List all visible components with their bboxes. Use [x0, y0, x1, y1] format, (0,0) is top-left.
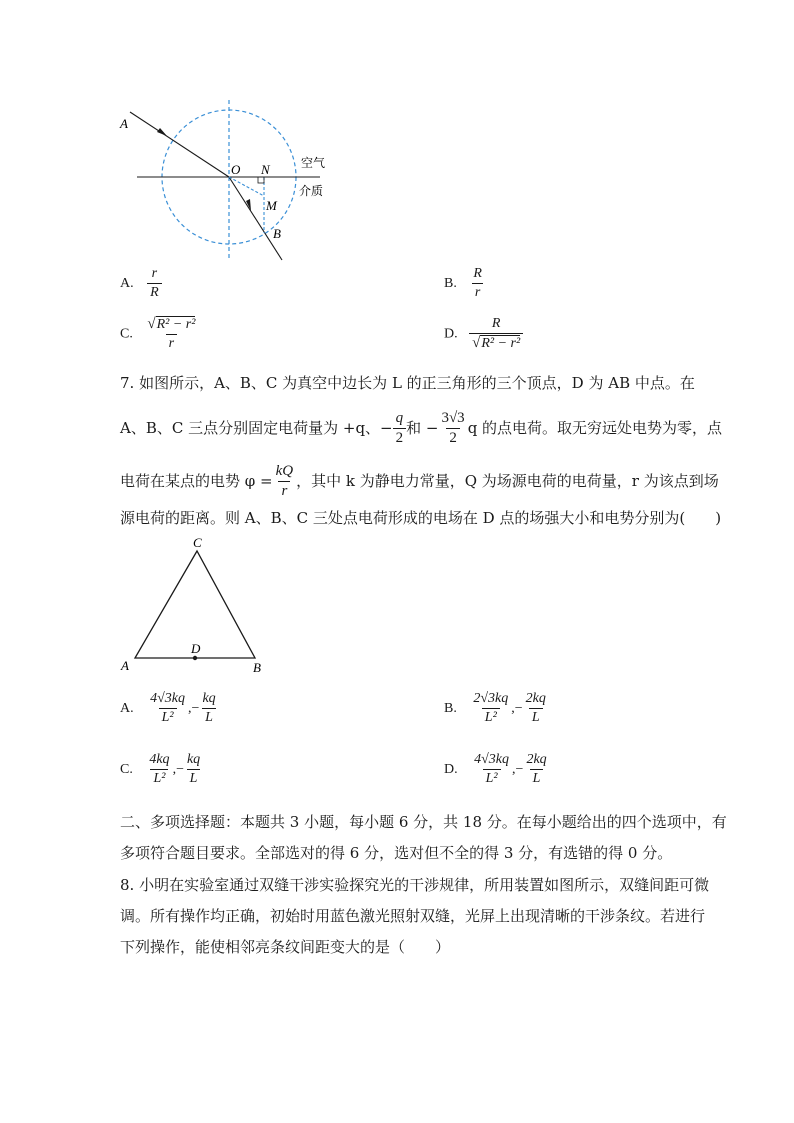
q6-option-d[interactable]: D. $\frac{R}{\text{√R² − r²}}$: [444, 316, 523, 352]
q7-line-2: A、B、C 三点分别固定电荷量为 +q、− $\frac{q}{2}$ 和 − $\frac{3√3}{2}$ q 的点电荷。取无穷远处电势为零，点: [120, 410, 723, 447]
label-C: C: [193, 535, 202, 550]
q8-line-2: 调。所有操作均正确，初始时用蓝色激光照射双缝，光屏上出现清晰的干涉条纹。若进行: [120, 907, 706, 925]
q8-line-3: 下列操作，能使相邻亮条纹间距变大的是（ ）: [120, 938, 451, 956]
point-D: [193, 656, 197, 660]
q7-option-a[interactable]: A. $\frac{4√3kq}{\text{L²}}$ ,− $\frac{kq}{L}$: [120, 691, 216, 726]
label-D: D: [191, 641, 201, 656]
incident-arrow: [157, 128, 167, 136]
label-A: A: [121, 658, 129, 673]
q6-option-b[interactable]: B. $\frac{R}{r}$: [444, 266, 482, 301]
q6-option-c[interactable]: C. $\frac{\text{√R² − r²}}{r}$: [120, 316, 196, 352]
label-O: O: [231, 162, 241, 177]
q7-line-4: 源电荷的距离。则 A、B、C 三处点电荷形成的电场在 D 点的场强大小和电势分别为( ): [120, 509, 722, 527]
q7-line-3: 电荷在某点的电势 φ = $\frac{kQ}{r}$ ，其中 k 为静电力常量，Q 为场源电荷的电荷量，r 为该点到场: [120, 463, 719, 500]
triangle-figure: [115, 532, 275, 677]
q8-line-1: 8. 小明在实验室通过双缝干涉实验探究光的干涉规律，所用装置如图所示，双缝间距可微: [120, 876, 710, 894]
label-M: M: [266, 198, 277, 213]
right-angle-mark: [258, 177, 264, 183]
q7-option-d[interactable]: D. $\frac{4√3kq}{\text{L²}}$ ,− $\frac{2kq}{L}$: [444, 752, 547, 787]
q7-option-c[interactable]: C. $\frac{4kq}{\text{L²}}$ ,− $\frac{kq}{L}$: [120, 752, 201, 787]
q7-option-b[interactable]: B. $\frac{2√3kq}{\text{L²}}$ ,− $\frac{2kq}{L}$: [444, 691, 546, 726]
label-B: B: [273, 226, 281, 241]
section2-line-1: 二、多项选择题：本题共 3 小题，每小题 6 分，共 18 分。在每小题给出的四个选项中，有: [120, 813, 727, 831]
q6-option-a[interactable]: A. $\frac{r}{R}$: [120, 266, 162, 301]
incident-ray: [130, 112, 229, 177]
q7-line-1: 7. 如图所示，A、B、C 为真空中边长为 L 的正三角形的三个顶点，D 为 AB 中点。在: [120, 374, 695, 392]
label-air: 空气: [301, 156, 326, 170]
section2-line-2: 多项符合题目要求。全部选对的得 6 分，选对但不全的得 3 分，有选错的得 0 分。: [120, 844, 673, 862]
refraction-figure: [115, 95, 345, 265]
label-B: B: [253, 660, 261, 675]
label-N: N: [261, 162, 270, 177]
label-medium: 介质: [299, 184, 324, 198]
refracted-ray: [229, 177, 282, 260]
label-A: A: [120, 116, 128, 131]
om-dashed: [229, 177, 264, 196]
